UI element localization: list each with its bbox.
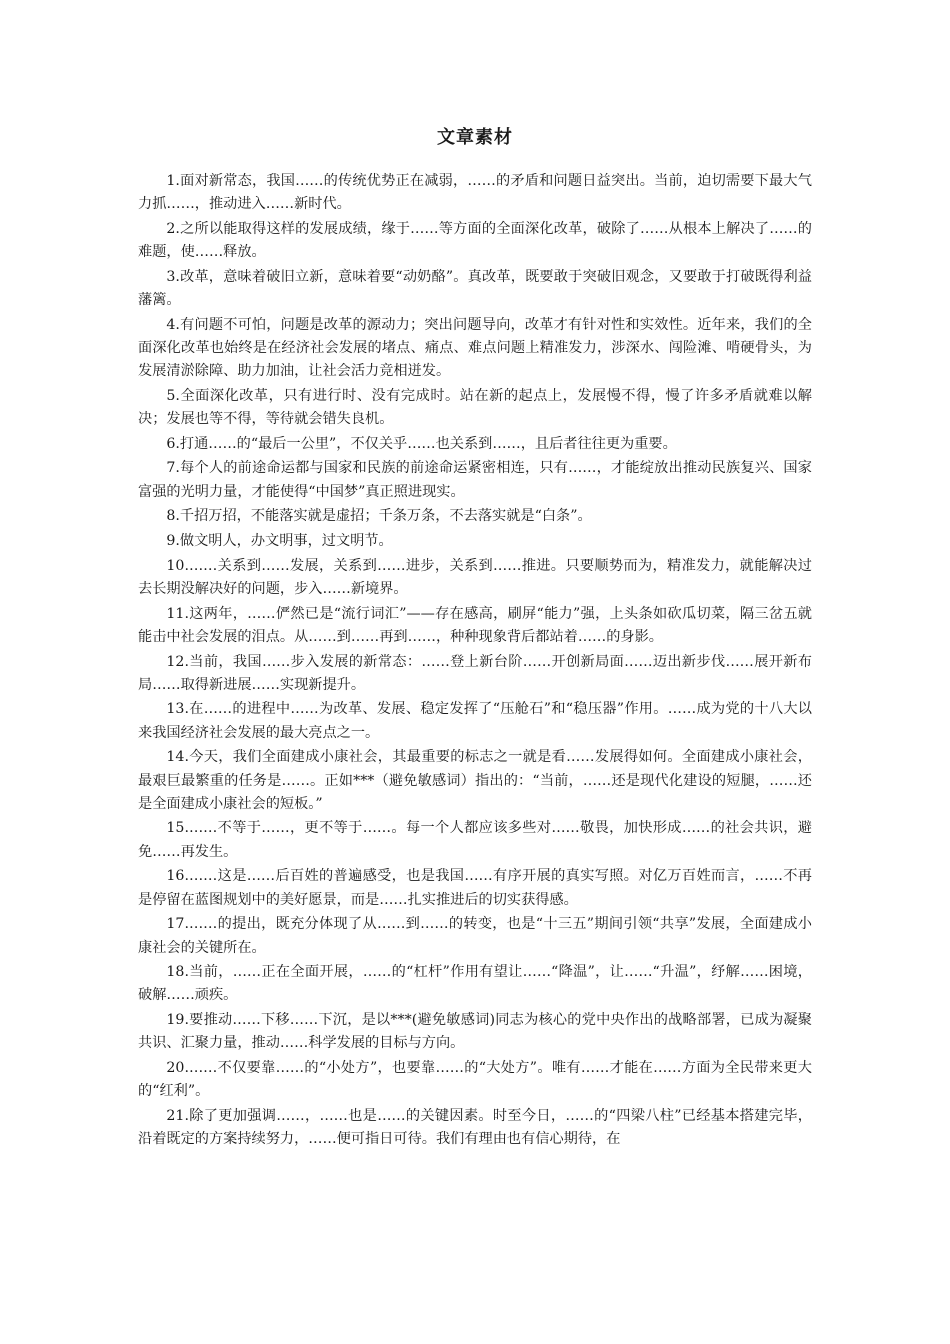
paragraph: 13.在……的进程中……为改革、发展、稳定发挥了“压舱石”和“稳压器”作用。……成为党的十八大以来我国经济社会发展的最大亮点之一。 xyxy=(138,701,812,741)
paragraph: 10.……关系到……发展，关系到……进步，关系到……推进。只要顺势而为，精准发力，就能解决过去长期没解决好的问题，步入……新境界。 xyxy=(138,557,812,597)
paragraph: 5.全面深化改革，只有进行时、没有完成时。站在新的起点上，发展慢不得，慢了许多矛盾就难以解决；发展也等不得，等待就会错失良机。 xyxy=(138,387,812,428)
paragraph: 7.每个人的前途命运都与国家和民族的前途命运紧密相连，只有……，才能绽放出推动民族复兴、国家富强的光明力量，才能使得“中国梦”真正照进现实。 xyxy=(138,460,812,500)
paragraph: 14.今天，我们全面建成小康社会，其最重要的标志之一就是看……发展得如何。全面建成小康社会，最艰巨最繁重的任务是……。正如***（避免敏感词）指出的：“当前，……还是现代化建设的短腿，……还是全面建成小康社会的短板。” xyxy=(138,749,812,812)
paragraph: 4.有问题不可怕，问题是改革的源动力；突出问题导向，改革才有针对性和实效性。近年来，我们的全面深化改革也始终是在经济社会发展的堵点、痛点、难点问题上精准发力，涉深水、闯险滩、啃硬骨头，为发展清淤除障、助力加油，让社会活力竞相迸发。 xyxy=(138,316,812,380)
document-body xyxy=(138,170,812,1151)
paragraph: 6.打通……的“最后一公里”，不仅关乎……也关系到……，且后者往往更为重要。 xyxy=(166,435,677,452)
paragraph: 18.当前，……正在全面开展，……的“杠杆”作用有望让……“降温”，让……“升温”，纾解……困境，破解……顽疾。 xyxy=(138,964,812,1004)
paragraph: 2.之所以能取得这样的发展成绩，缘于……等方面的全面深化改革，破除了……从根本上解决了……的难题，使……释放。 xyxy=(138,220,812,261)
paragraph: 1.面对新常态，我国……的传统优势正在减弱，……的矛盾和问题日益突出。当前，迫切需要下最大气力抓……，推动进入……新时代。 xyxy=(138,173,812,213)
document-page xyxy=(138,126,812,1153)
paragraph: 11.这两年，……俨然已是“流行词汇”——存在感高，刷屏“能力”强，上头条如砍瓜切菜，隔三岔五就能击中社会发展的泪点。从……到……再到……，种种现象背后都站着……的身影。 xyxy=(138,605,812,645)
paragraph: 19.要推动……下移……下沉，是以***(避免敏感词)同志为核心的党中央作出的战略部署，已成为凝聚共识、汇聚力量，推动……科学发展的目标与方向。 xyxy=(138,1012,812,1052)
paragraph: 8.千招万招，不能落实就是虚招；千条万条，不去落实就是“白条”。 xyxy=(166,508,592,525)
paragraph: 16.……这是……后百姓的普遍感受，也是我国……有序开展的真实写照。对亿万百姓而言，……不再是停留在蓝图规划中的美好愿景，而是……扎实推进后的切实获得感。 xyxy=(138,868,812,908)
paragraph: 9.做文明人，办文明事，过文明节。 xyxy=(166,533,393,550)
paragraph: 12.当前，我国……步入发展的新常态：……登上新台阶……开创新局面……迈出新步伐……展开新布局……取得新进展……实现新提升。 xyxy=(138,653,812,693)
paragraph: 21.除了更加强调……，……也是……的关键因素。时至今日，……的“四梁八柱”已经基本搭建完毕，沿着既定的方案持续努力，……便可指日可待。我们有理由也有信心期待，在 xyxy=(138,1107,812,1148)
document-title: 文章素材 xyxy=(437,127,513,148)
paragraph: 17.……的提出，既充分体现了从……到……的转变，也是“十三五”期间引领“共享”发展，全面建成小康社会的关键所在。 xyxy=(138,916,812,956)
paragraph: 15.……不等于……，更不等于……。每一个人都应该多些对……敬畏，加快形成……的社会共识，避免……再发生。 xyxy=(138,820,812,860)
paragraph: 20.……不仅要靠……的“小处方”，也要靠……的“大处方”。唯有……才能在……方面为全民带来更大的“红利”。 xyxy=(138,1060,812,1100)
paragraph: 3.改革，意味着破旧立新，意味着要“动奶酪”。真改革，既要敢于突破旧观念，又要敢于打破既得利益藩篱。 xyxy=(138,268,812,309)
